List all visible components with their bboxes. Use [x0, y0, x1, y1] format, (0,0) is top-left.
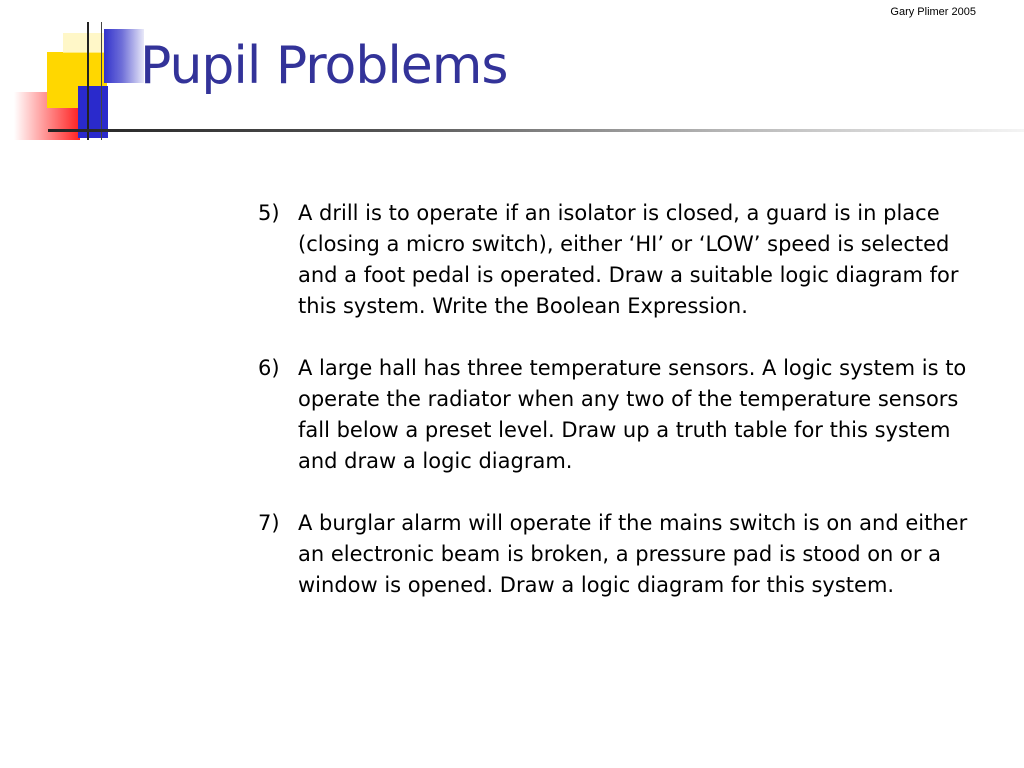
problem-number: 6)	[258, 356, 280, 380]
blue-square-decoration	[104, 29, 144, 83]
problem-item	[258, 508, 988, 601]
title-underline-rule	[48, 129, 1024, 132]
problem-item	[258, 353, 988, 477]
vertical-rule	[87, 22, 89, 140]
problem-text: A burglar alarm will operate if the mains switch is on and either an electronic beam is broken, a pressure pad is stood on or a window is opened. Draw a logic diagram for this system.	[298, 511, 968, 597]
problem-text: A large hall has three temperature sensors. A logic system is to operate the radiator when any two of the temperature sensors fall below a preset level. Draw up a truth table for this system and draw a logic diagram.	[298, 356, 967, 473]
author-credit: Gary Plimer 2005	[890, 6, 976, 18]
slide-title: Pupil Problems	[140, 36, 508, 96]
problem-number: 5)	[258, 201, 280, 225]
problem-item	[258, 198, 988, 322]
vertical-rule-secondary	[101, 22, 102, 140]
problem-number: 7)	[258, 511, 280, 535]
light-yellow-square-decoration	[63, 33, 109, 53]
problem-list	[258, 198, 988, 632]
problem-text: A drill is to operate if an isolator is closed, a guard is in place (closing a micro switch), either ‘HI’ or ‘LOW’ speed is selected and a foot pedal is operated. Draw a suitable logic diagram for this system. Write the Boolean Expression.	[298, 201, 959, 318]
